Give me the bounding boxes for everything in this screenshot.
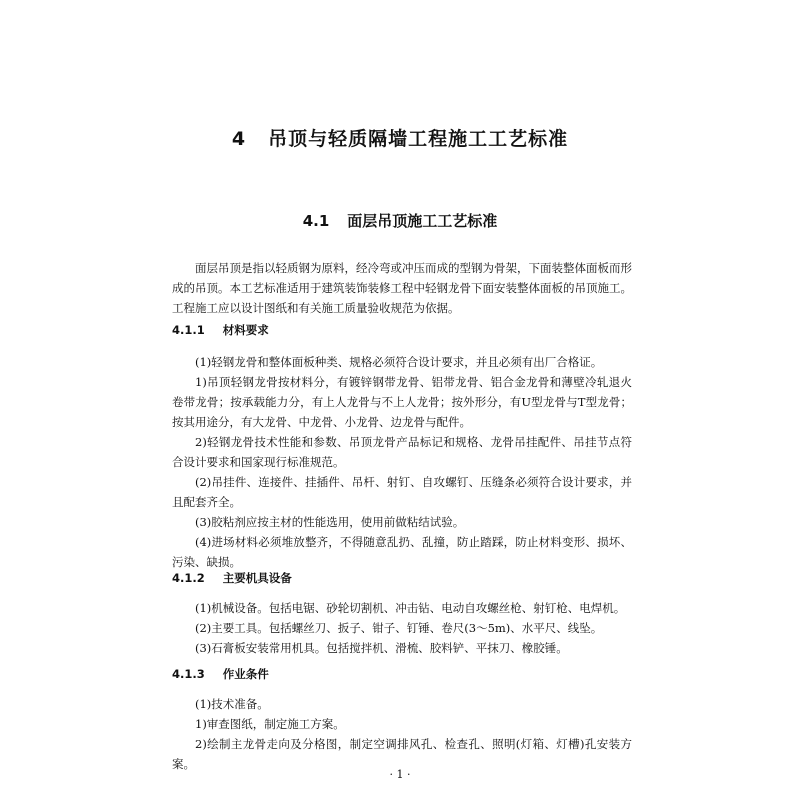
paragraph: (1)技术准备。	[195, 697, 269, 711]
subsection-heading	[172, 570, 292, 586]
paragraph: (4)进场材料必须堆放整齐，不得随意乱扔、乱撞，防止踏踩，防止材料变形、损坏、污染、缺损。	[172, 535, 632, 569]
paragraph: 2)绘制主龙骨走向及分格图，制定空调排风孔、检查孔、照明(灯箱、灯槽)孔安装方案。	[172, 737, 632, 771]
chapter-title	[0, 124, 800, 151]
subsection-title: 作业条件	[222, 667, 269, 681]
paragraph: 1)审查图纸，制定施工方案。	[195, 717, 345, 731]
chapter-title-text: 吊顶与轻质隔墙工程施工工艺标准	[268, 128, 569, 150]
paragraph: (2)吊挂件、连接件、挂插件、吊杆、射钉、自攻螺钉、压缝条必须符合设计要求，并且配套齐全。	[172, 475, 632, 509]
subsection-heading	[172, 666, 269, 682]
section-number: 4.1	[302, 212, 330, 230]
chapter-number: 4	[231, 128, 247, 150]
paragraph: 1)吊顶轻钢龙骨按材料分，有镀锌钢带龙骨、铝带龙骨、铝合金龙骨和薄壁冷轧退火卷带龙骨；按承载能力分，有上人龙骨与不上人龙骨；按外形分，有U型龙骨与T型龙骨；按其用途分，有大龙骨、中龙骨、小龙骨、边龙骨与配件。	[172, 375, 632, 429]
paragraph: 2)轻钢龙骨技术性能和参数、吊顶龙骨产品标记和规格、龙骨吊挂配件、吊挂节点符合设计要求和国家现行标准规范。	[172, 435, 632, 469]
section-title	[0, 210, 800, 231]
paragraph: (3)胶粘剂应按主材的性能选用，使用前做粘结试验。	[195, 515, 465, 529]
paragraph: (1)机械设备。包括电锯、砂轮切割机、冲击钻、电动自攻螺丝枪、射钉枪、电焊机。	[195, 601, 626, 615]
paragraph: (3)石膏板安装常用机具。包括搅拌机、滑梳、胶料铲、平抹刀、橡胶锤。	[195, 641, 568, 655]
intro-paragraph: 面层吊顶是指以轻质钢为原料，经冷弯或冲压而成的型钢为骨架，下面装整体面板而形成的吊顶。本工艺标准适用于建筑装饰装修工程中轻钢龙骨下面安装整体面板的吊顶施工。工程施工应以设计图纸和有关施工质量验收规范为依据。	[172, 261, 632, 315]
subsection-title: 主要机具设备	[222, 571, 292, 585]
page-number: · 1 ·	[389, 768, 411, 781]
subsection-number: 4.1.2	[172, 571, 205, 585]
subsection-heading	[172, 322, 269, 338]
subsection-title: 材料要求	[222, 323, 269, 337]
subsection-number: 4.1.1	[172, 323, 205, 337]
paragraph: (2)主要工具。包括螺丝刀、扳子、钳子、钉锤、卷尺(3～5m)、水平尺、线坠。	[195, 621, 603, 635]
paragraph: (1)轻钢龙骨和整体面板种类、规格必须符合设计要求，并且必须有出厂合格证。	[195, 355, 603, 369]
subsection-number: 4.1.3	[172, 667, 205, 681]
section-title-text: 面层吊顶施工工艺标准	[347, 212, 498, 230]
